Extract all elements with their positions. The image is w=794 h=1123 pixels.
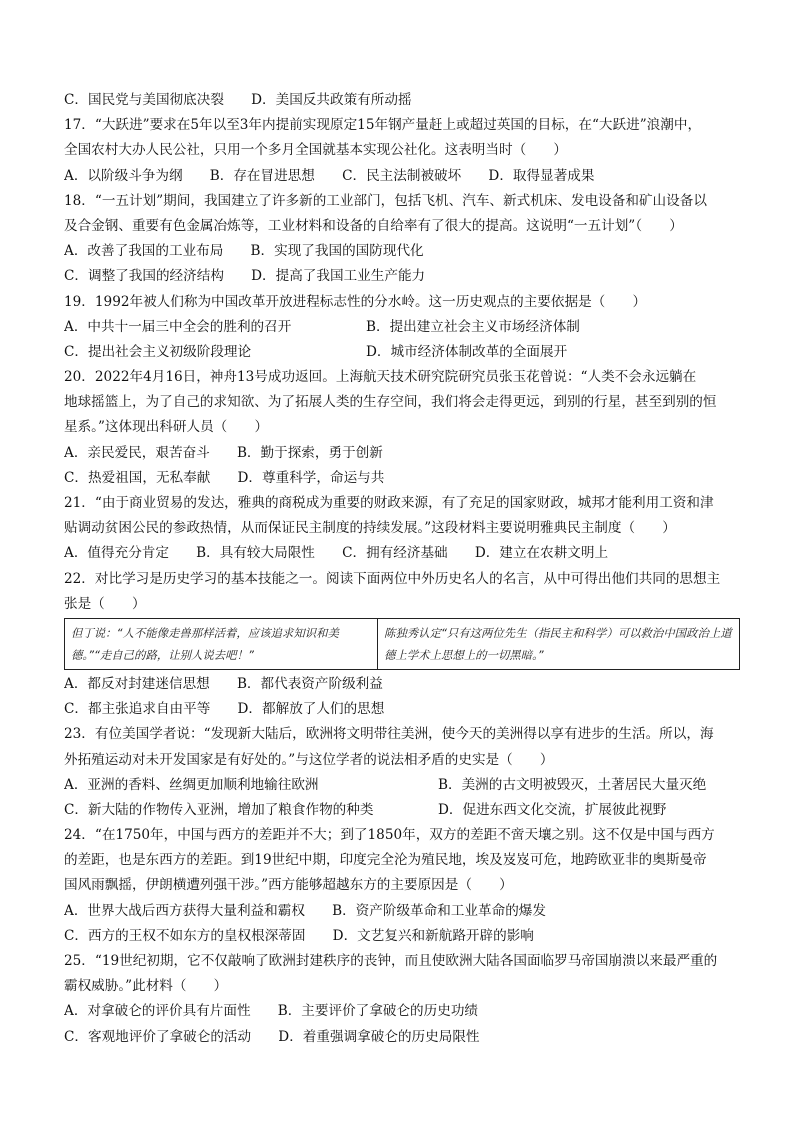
q22-options-cd: C．都主张追求自由平等 D．都解放了人们的思想 <box>64 701 385 718</box>
q24-stem-line-3: 国风雨飘摇，伊朗横遭列强干涉。”西方能够超越东方的主要原因是（ ） <box>64 877 513 894</box>
q20-stem-line-3: 星系。”这体现出科研人员（ ） <box>64 419 269 436</box>
q19-option-b: B．提出建立社会主义市场经济体制 <box>366 318 580 335</box>
q18-options-cd: C．调整了我国的经济结构 D．提高了我国工业生产能力 <box>64 268 426 285</box>
q24-stem-line-1: 24．“在1750年，中国与西方的差距并不大；到了1850年，双方的差距不啻天壤之别。这不仅是中国与西方 <box>64 827 715 844</box>
q16-options-cd: C．国民党与美国彻底决裂 D．美国反共政策有所动摇 <box>64 92 412 108</box>
q20-options-ab: A．亲民爱民，艰苦奋斗 B．勤于探索，勇于创新 <box>64 444 383 461</box>
q24-options-ab: A．世界大战后西方获得大量利益和霸权 B．资产阶级革命和工业革命的爆发 <box>64 902 546 919</box>
q23-options-cd <box>64 798 740 823</box>
q25-stem-line-2: 霸权威胁。”此材料（ ） <box>64 978 228 995</box>
q17-stem-line-2: 全国农村大办人民公社，只用一个多月全国就基本实现公社化。这表明当时（ ） <box>64 142 567 159</box>
q17-stem-line-1: 17．“大跃进”要求在5年以至3年内提前实现原定15年钢产量赶上或超过英国的目标，在“大跃进”浪潮中， <box>64 117 702 134</box>
q23-option-b: B．美洲的古文明被毁灭，土著居民大量灭绝 <box>438 776 707 793</box>
q23-stem-line-1: 23．有位美国学者说：“发现新大陆后，欧洲将文明带往美洲，使今天的美洲得以享有进步的生活。所以，海 <box>64 726 714 743</box>
q17-options: A．以阶级斗争为纲 B．存在冒进思想 C．民主法制被破坏 D．取得显著成果 <box>64 167 595 184</box>
q20-options-cd: C．热爱祖国，无私奉献 D．尊重科学，命运与共 <box>64 469 385 486</box>
q23-options-ab <box>64 773 740 798</box>
q19-option-d: D．城市经济体制改革的全面展开 <box>366 343 568 360</box>
q23-option-c: C．新大陆的作物传入亚洲，增加了粮食作物的种类 <box>64 801 374 818</box>
q21-stem-line-2: 贴调动贫困公民的参政热情，从而保证民主制度的持续发展。”这段材料主要说明雅典民主制度（ ） <box>64 520 676 537</box>
q22-stem-line-1: 22．对比学习是历史学习的基本技能之一。阅读下面两位中外历史名人的名言，从中可得出他们共同的思想主 <box>64 570 721 587</box>
q19-option-c: C．提出社会主义初级阶段理论 <box>64 343 252 360</box>
q19-options-cd <box>64 340 740 365</box>
q18-stem-line-1: 18．“一五计划”期间，我国建立了许多新的工业部门，包括飞机、汽车、新式机床、发电设备和矿山设备以 <box>64 192 707 209</box>
q23-option-d: D．促进东西文化交流，扩展彼此视野 <box>438 801 667 818</box>
q25-options-ab: A．对拿破仑的评价具有片面性 B．主要评价了拿破仑的历史功绩 <box>64 1003 479 1020</box>
q22-options-ab: A．都反对封建迷信思想 B．都代表资产阶级利益 <box>64 675 383 692</box>
q24-options-cd: C．西方的王权不如东方的皇权根深蒂固 D．文艺复兴和新航路开辟的影响 <box>64 927 534 944</box>
q24-stem-line-2: 的差距，也是东西方的差距。到19世纪中期，印度完全沦为殖民地，埃及岌岌可危，地跨欧亚非的奥斯曼帝 <box>64 852 707 869</box>
q18-options-ab: A．改善了我国的工业布局 B．实现了我国的国防现代化 <box>64 243 424 260</box>
q22-quote-table <box>64 618 740 670</box>
q25-options-cd: C．客观地评价了拿破仑的活动 D．着重强调拿破仑的历史局限性 <box>64 1028 480 1045</box>
q22-quote-dante: 但丁说：“人不能像走兽那样活着，应该追求知识和美德。”“走自己的路，让别人说去吧！” <box>65 618 378 669</box>
q22-stem-line-2: 张是（ ） <box>64 595 146 612</box>
q25-stem-line-1: 25．“19世纪初期，它不仅敲响了欧洲封建秩序的丧钟，而且使欧洲大陆各国面临罗马帝国崩溃以来最严重的 <box>64 953 718 969</box>
q23-option-a: A．亚洲的香料、丝绸更加顺利地输往欧洲 <box>64 776 319 793</box>
q19-option-a: A．中共十一届三中全会的胜利的召开 <box>64 318 292 335</box>
q18-stem-line-2: 及合金钢、重要有色金属冶炼等，工业材料和设备的自给率有了很大的提高。这说明“一五计划”（ ） <box>64 217 683 234</box>
q21-stem-line-1: 21．“由于商业贸易的发达，雅典的商税成为重要的财政来源，有了充足的国家财政，城邦才能利用工资和津 <box>64 495 714 511</box>
q22-quote-chen-duxiu: 陈独秀认定“只有这两位先生（指民主和科学）可以救治中国政治上道德上学术上思想上的一切黑暗。” <box>378 618 740 669</box>
q19-stem: 19．1992年被人们称为中国改革开放进程标志性的分水岭。这一历史观点的主要依据是（ ） <box>64 293 647 310</box>
q20-stem-line-2: 地球摇篮上，为了自己的求知欲、为了拓展人类的生存空间，我们将会走得更远，到别的行星，甚至到别的恒 <box>64 394 717 411</box>
q23-stem-line-2: 外拓殖运动对未开发国家是有好处的。”与这位学者的说法相矛盾的史实是（ ） <box>64 751 554 768</box>
q20-stem-line-1: 20．2022年4月16日，神舟13号成功返回。上海航天技术研究院研究员张玉花曾说：“人类不会永远躺在 <box>64 369 697 386</box>
q21-options: A．值得充分肯定 B．具有较大局限性 C．拥有经济基础 D．建立在农耕文明上 <box>64 545 609 562</box>
q19-options-ab <box>64 315 740 340</box>
exam-page <box>64 88 740 1050</box>
